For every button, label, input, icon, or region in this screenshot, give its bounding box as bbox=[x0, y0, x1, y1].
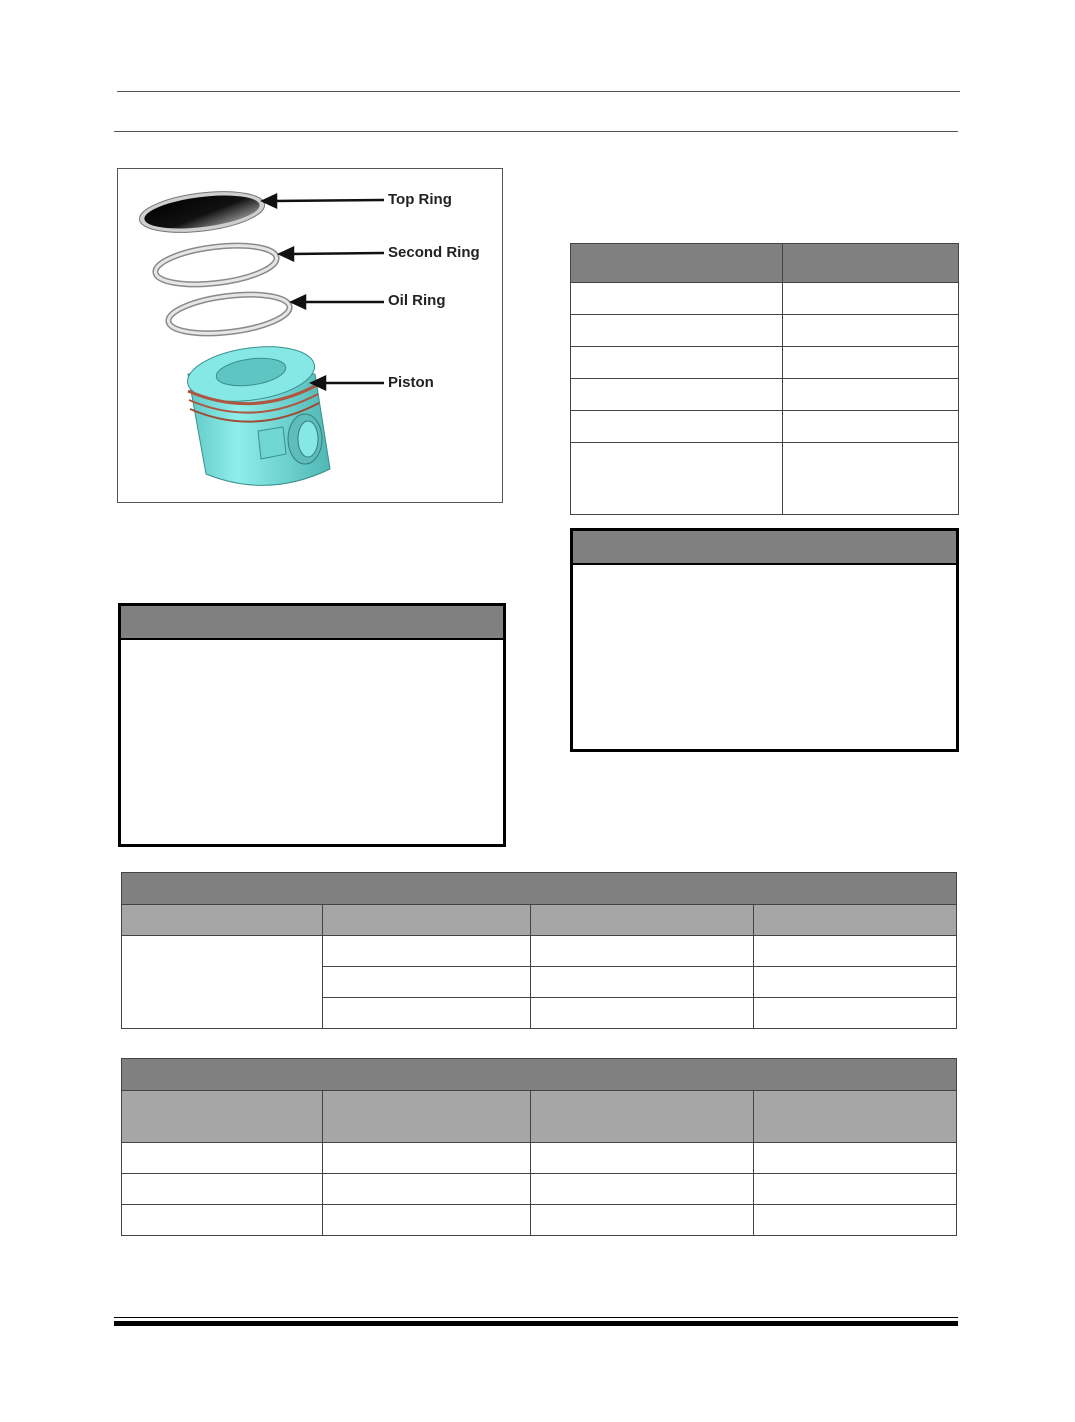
table-row bbox=[571, 379, 959, 411]
table-cell bbox=[754, 936, 957, 967]
note-box-right bbox=[570, 528, 959, 752]
table-header-row bbox=[122, 905, 957, 936]
table-header-cell bbox=[783, 244, 959, 283]
oil-ring-label: Oil Ring bbox=[388, 292, 446, 309]
table-cell bbox=[754, 967, 957, 998]
table-title-row bbox=[122, 1059, 957, 1091]
table-cell bbox=[783, 283, 959, 315]
table-cell bbox=[531, 1205, 754, 1236]
table-cell bbox=[754, 1174, 957, 1205]
table-title-cell bbox=[122, 873, 957, 905]
table-row bbox=[122, 1143, 957, 1174]
table-header-cell bbox=[531, 905, 754, 936]
table-row bbox=[122, 1205, 957, 1236]
table-cell bbox=[571, 283, 783, 315]
table-row bbox=[571, 347, 959, 379]
footer-rule-thick bbox=[114, 1321, 958, 1326]
table-cell bbox=[323, 1143, 531, 1174]
spec-table-wide-2 bbox=[121, 1058, 957, 1236]
piston-rings-figure bbox=[117, 168, 503, 503]
table-cell bbox=[531, 967, 754, 998]
table-cell bbox=[122, 1205, 323, 1236]
table-header-cell bbox=[531, 1091, 754, 1143]
piston-rings-illustration bbox=[118, 169, 504, 504]
table-row bbox=[571, 315, 959, 347]
table-row bbox=[571, 411, 959, 443]
table-title-cell bbox=[122, 1059, 957, 1091]
note-box-left bbox=[118, 603, 506, 847]
table-cell bbox=[323, 967, 531, 998]
table-cell bbox=[323, 1174, 531, 1205]
table-cell bbox=[571, 347, 783, 379]
table-cell bbox=[122, 936, 323, 1029]
table-cell bbox=[531, 1143, 754, 1174]
table-header-cell bbox=[323, 905, 531, 936]
second-ring-label: Second Ring bbox=[388, 244, 480, 261]
table-cell bbox=[754, 998, 957, 1029]
table-cell bbox=[323, 998, 531, 1029]
table-cell bbox=[754, 1143, 957, 1174]
note-box-header bbox=[573, 531, 956, 565]
table-header-row bbox=[122, 1091, 957, 1143]
table-header-cell bbox=[754, 905, 957, 936]
table-cell bbox=[323, 1205, 531, 1236]
table-header-cell bbox=[323, 1091, 531, 1143]
spec-table-right bbox=[570, 243, 959, 515]
footer-rule-thin bbox=[114, 1317, 958, 1318]
table-cell bbox=[571, 379, 783, 411]
table-header-cell bbox=[571, 244, 783, 283]
table-row bbox=[571, 443, 959, 515]
table-cell bbox=[783, 411, 959, 443]
table-header-row bbox=[571, 244, 959, 283]
table-cell bbox=[783, 443, 959, 515]
piston-label: Piston bbox=[388, 374, 434, 391]
top-ring-label: Top Ring bbox=[388, 191, 452, 208]
table-cell bbox=[754, 1205, 957, 1236]
table-cell bbox=[531, 1174, 754, 1205]
table-row bbox=[122, 936, 957, 967]
table-cell bbox=[783, 347, 959, 379]
second-ring-shape bbox=[153, 240, 278, 291]
table-header-cell bbox=[122, 905, 323, 936]
note-box-header bbox=[121, 606, 503, 640]
header-rule-bottom bbox=[114, 131, 958, 132]
table-cell bbox=[122, 1143, 323, 1174]
table-cell bbox=[783, 379, 959, 411]
table-header-cell bbox=[122, 1091, 323, 1143]
table-row bbox=[122, 1174, 957, 1205]
table-header-cell bbox=[754, 1091, 957, 1143]
table-title-row bbox=[122, 873, 957, 905]
table-cell bbox=[122, 1174, 323, 1205]
header-rule-top bbox=[117, 91, 960, 92]
table-cell bbox=[571, 443, 783, 515]
piston-shape bbox=[184, 339, 330, 485]
table-cell bbox=[571, 411, 783, 443]
table-cell bbox=[323, 936, 531, 967]
table-cell bbox=[783, 315, 959, 347]
table-cell bbox=[571, 315, 783, 347]
oil-ring-shape bbox=[166, 289, 291, 340]
table-cell bbox=[531, 936, 754, 967]
table-row bbox=[571, 283, 959, 315]
table-cell bbox=[531, 998, 754, 1029]
top-ring-shape bbox=[137, 185, 267, 238]
spec-table-wide-1 bbox=[121, 872, 957, 1029]
